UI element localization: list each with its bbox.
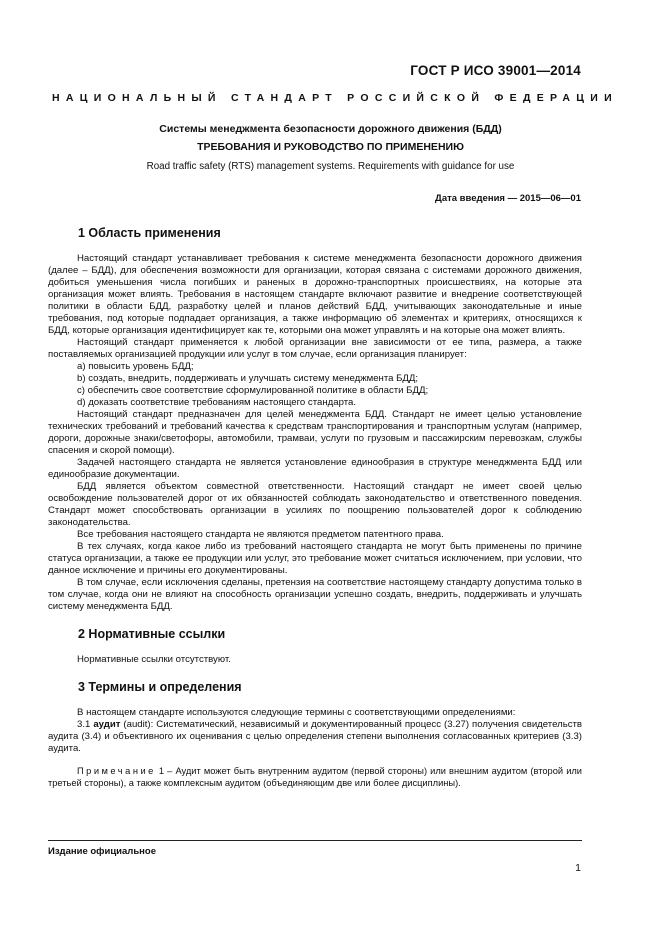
list-item: a) повысить уровень БДД; (77, 361, 194, 372)
section-heading-terms: 3 Термины и определения (78, 680, 242, 694)
note-text: 1 – Аудит может быть внутренним аудитом (первой стороны) или внешним аудитом (второй или третьей стороны), а также комплексным аудитом (объединяющим две или более дисциплины). (48, 766, 582, 788)
document-title: Системы менеджмента безопасности дорожного движения (БДД) (159, 123, 502, 135)
term-definition (48, 719, 582, 755)
note (48, 765, 582, 789)
section-heading-normative-references: 2 Нормативные ссылки (78, 627, 226, 641)
paragraph: В тех случаях, когда какое либо из требований настоящего стандарта не могут быть применены по причине статуса организации, а также ее продукции или услуг, это требование может считаться исключением, при условии, что данное исключение и причины его документированы. (48, 541, 582, 576)
page-number: 1 (575, 862, 581, 874)
edition-label: Издание официальное (48, 846, 156, 857)
list-item: d) доказать соответствие требованиям настоящего стандарта. (77, 397, 356, 408)
paragraph: Настоящий стандарт предназначен для целей менеджмента БДД. Стандарт не имеет целью установление технических требований и требований качества к средствам транспортирования и транспортным услугам (например, дороги, дорожные знаки/светофоры, автомобили, трамваи, услуги по грузовым и пассажирским перевозкам, службы спасения и скорой помощи). (48, 409, 582, 456)
document-title-english: Road traffic safety (RTS) management systems. Requirements with guidance for use (146, 161, 515, 172)
paragraph: Задачей настоящего стандарта не является установление единообразия в структуре менеджмента БДД или единообразие документации. (48, 457, 582, 480)
list-item: b) создать, внедрить, поддерживать и улучшать систему менеджмента БДД; (77, 373, 419, 384)
paragraph: В том случае, если исключения сделаны, претензия на соответствие настоящему стандарту допустима только в том случае, когда они не влияют на способность организации успешно создать, внедрить, поддерживать и улучшать систему менеджмента БДД. (48, 577, 582, 612)
document-body (48, 226, 582, 789)
paragraph: В настоящем стандарте используются следующие термины с соответствующими определениями: (77, 707, 516, 718)
national-standard-banner: НАЦИОНАЛЬНЫЙ СТАНДАРТ РОССИЙСКОЙ ФЕДЕРАЦИИ (52, 92, 618, 104)
paragraph: Настоящий стандарт применяется к любой организации вне зависимости от ее типа, размера, а также поставляемых организацией продукции или услуг в том случае, если организация планирует: (48, 337, 582, 360)
footer-divider (48, 840, 582, 841)
term-name: аудит (93, 719, 121, 730)
paragraph: Нормативные ссылки отсутствуют. (77, 654, 231, 665)
standard-code: ГОСТ Р ИСО 39001—2014 (410, 63, 581, 78)
paragraph: БДД является объектом совместной ответственности. Настоящий стандарт не имеет своей целью освобождение пользователей дорог от их обязанностей соблюдать законодательство и ответственного поведения. Стандарт может способствовать организации в усилиях по поощрению пользователей дорог к соблюдению законодательства. (48, 481, 582, 528)
note-label: Примечание (77, 766, 156, 776)
section-heading-scope: 1 Область применения (78, 226, 221, 240)
term-text: (audit): Систематический, независимый и документированный процесс (3.27) получения свидетельств аудита (3.4) и объективного их оценивания с целью определения степени выполнения согласованных критериев (3.3) аудита. (48, 719, 582, 754)
document-subtitle: ТРЕБОВАНИЯ И РУКОВОДСТВО ПО ПРИМЕНЕНИЮ (197, 141, 464, 153)
introduction-date: Дата введения — 2015—06—01 (435, 193, 581, 204)
term-number: 3.1 (77, 719, 94, 730)
paragraph: Настоящий стандарт устанавливает требования к системе менеджмента безопасности дорожного движения (далее – БДД), для обеспечения возможности для организации, которая связана с системами дорожного движения, добиться уменьшения числа погибших и раненых в дорожно-транспортных происшествиях, на которые эта организация может влиять. Требования в настоящем стандарте включают развитие и внедрение соответствующей политики в области БДД, разработку целей и планов действий БДД, учитывающих законодательные и иные требования, под которые подпадает организация, а также информацию об элементах и критериях, относящихся к БДД, которые организация идентифицирует как те, которыми она может управлять и на которые она может влиять. (48, 253, 582, 336)
list-item: c) обеспечить свое соответствие сформулированной политике в области БДД; (77, 385, 429, 396)
paragraph: Все требования настоящего стандарта не являются предметом патентного права. (77, 529, 444, 540)
